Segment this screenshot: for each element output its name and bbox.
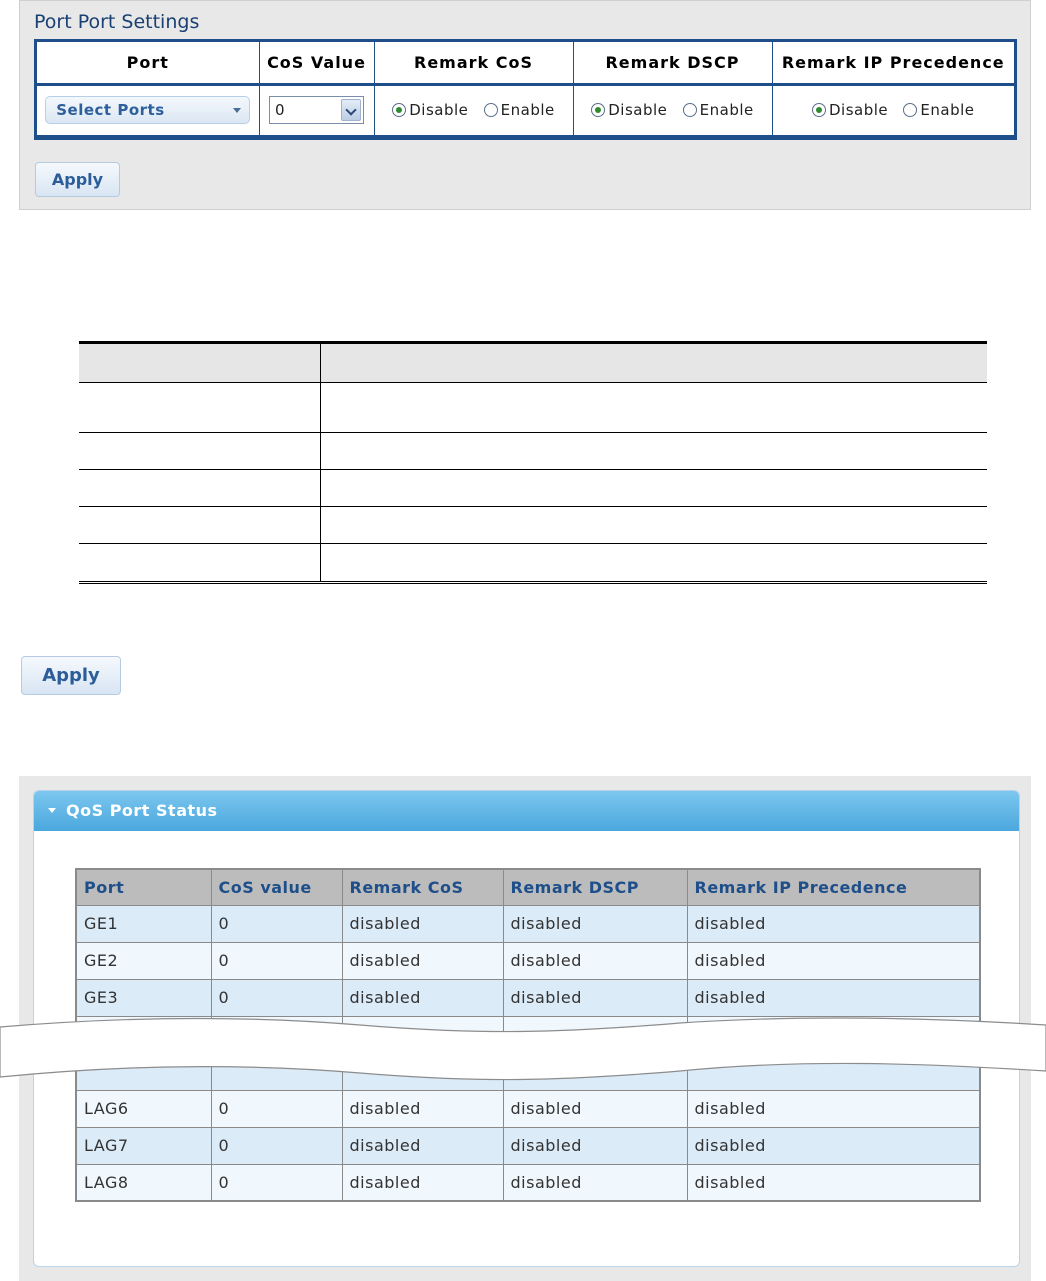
description-cell	[320, 433, 987, 470]
remark-ip-precedence-cell: disabled	[687, 979, 980, 1016]
caret-down-icon	[233, 108, 241, 113]
cos-cell: 0	[211, 905, 342, 942]
port-cell: LAG6	[76, 1090, 211, 1127]
remark-ip-precedence-cell: disabled	[687, 1164, 980, 1201]
description-cell	[320, 544, 987, 583]
remark-dscp-disable-radio[interactable]	[591, 103, 605, 117]
remark-cos-enable-label: Enable	[500, 101, 555, 120]
remark-ip-precedence-cell: disabled	[687, 905, 980, 942]
table-row	[76, 1090, 980, 1127]
apply-button[interactable]: Apply	[35, 162, 120, 197]
panel-title: Port Port Settings	[34, 11, 200, 33]
cos-cell: 0	[211, 942, 342, 979]
remark-dscp-cell: disabled	[503, 1090, 687, 1127]
description-cell	[79, 383, 320, 433]
remark-cos-cell: disabled	[342, 942, 503, 979]
description-cell	[320, 470, 987, 507]
remark-ip-precedence-cell	[772, 84, 1014, 135]
header-cos-value: CoS Value	[259, 42, 374, 84]
description-cell	[79, 433, 320, 470]
cos-value-text: 0	[275, 101, 286, 120]
remark-cos-cell: disabled	[342, 979, 503, 1016]
cos-cell: 0	[211, 979, 342, 1016]
remark-cos-cell: disabled	[342, 1090, 503, 1127]
remark-cos-disable-label: Disable	[409, 101, 469, 120]
remark-dscp-enable-radio[interactable]	[683, 103, 697, 117]
remark-cos-cell: disabled	[342, 1164, 503, 1201]
cos-cell: 0	[211, 1127, 342, 1164]
remark-dscp-disable-label: Disable	[608, 101, 668, 120]
remark-cos-enable-radio[interactable]	[484, 103, 498, 117]
table-row	[76, 942, 980, 979]
port-cell: GE3	[76, 979, 211, 1016]
remark-ip-precedence-disable-label: Disable	[828, 101, 889, 120]
cos-value-cell	[259, 84, 374, 135]
description-cell	[79, 470, 320, 507]
apply-button-example[interactable]: Apply	[21, 656, 121, 695]
header-port: Port	[37, 42, 259, 84]
select-ports-label: Select Ports	[56, 101, 165, 120]
cos-value-select[interactable]	[269, 96, 364, 124]
status-header-remark-dscp: Remark DSCP	[503, 869, 687, 905]
remark-dscp-cell: disabled	[503, 1164, 687, 1201]
chevron-down-icon[interactable]	[341, 99, 361, 121]
table-row	[76, 1127, 980, 1164]
port-cell: GE2	[76, 942, 211, 979]
status-header-port: Port	[76, 869, 211, 905]
select-ports-dropdown[interactable]	[45, 96, 250, 124]
remark-dscp-cell: disabled	[503, 905, 687, 942]
description-cell	[320, 507, 987, 544]
header-remark-ip-precedence: Remark IP Precedence	[772, 42, 1014, 84]
remark-dscp-enable-label: Enable	[699, 101, 754, 120]
description-cell	[320, 383, 987, 433]
remark-dscp-cell: disabled	[503, 979, 687, 1016]
remark-cos-disable-radio[interactable]	[392, 103, 406, 117]
description-cell	[79, 507, 320, 544]
remark-ip-precedence-cell: disabled	[687, 1127, 980, 1164]
remark-cos-cell: disabled	[342, 905, 503, 942]
qos-port-status-header[interactable]	[34, 791, 1019, 831]
table-row	[76, 979, 980, 1016]
header-remark-cos: Remark CoS	[374, 42, 573, 84]
remark-ip-precedence-disable-radio[interactable]	[812, 103, 826, 117]
status-header-remark-ip-precedence: Remark IP Precedence	[687, 869, 980, 905]
header-remark-dscp: Remark DSCP	[573, 42, 772, 84]
status-header-remark-cos: Remark CoS	[342, 869, 503, 905]
remark-dscp-cell: disabled	[503, 1127, 687, 1164]
status-header-cos-value: CoS value	[211, 869, 342, 905]
port-cell: GE1	[76, 905, 211, 942]
description-header-description	[320, 343, 987, 383]
remark-cos-cell	[374, 84, 573, 135]
remark-ip-precedence-enable-radio[interactable]	[903, 103, 917, 117]
settings-table	[34, 39, 1017, 140]
page-break-tear	[0, 1015, 1046, 1085]
description-cell	[79, 544, 320, 583]
port-cell: LAG8	[76, 1164, 211, 1201]
description-header-object	[79, 343, 320, 383]
description-table	[79, 341, 987, 584]
table-row	[76, 1164, 980, 1201]
remark-dscp-cell	[573, 84, 772, 135]
port-cell: LAG7	[76, 1127, 211, 1164]
remark-ip-precedence-enable-label: Enable	[920, 101, 975, 120]
qos-port-status-title: QoS Port Status	[66, 801, 218, 820]
collapse-triangle-icon[interactable]	[48, 808, 56, 813]
table-row	[76, 905, 980, 942]
remark-ip-precedence-cell: disabled	[687, 942, 980, 979]
port-settings-panel	[19, 0, 1031, 210]
cos-cell: 0	[211, 1164, 342, 1201]
remark-ip-precedence-cell: disabled	[687, 1090, 980, 1127]
cos-cell: 0	[211, 1090, 342, 1127]
remark-dscp-cell: disabled	[503, 942, 687, 979]
remark-cos-cell: disabled	[342, 1127, 503, 1164]
port-cell	[37, 84, 259, 135]
